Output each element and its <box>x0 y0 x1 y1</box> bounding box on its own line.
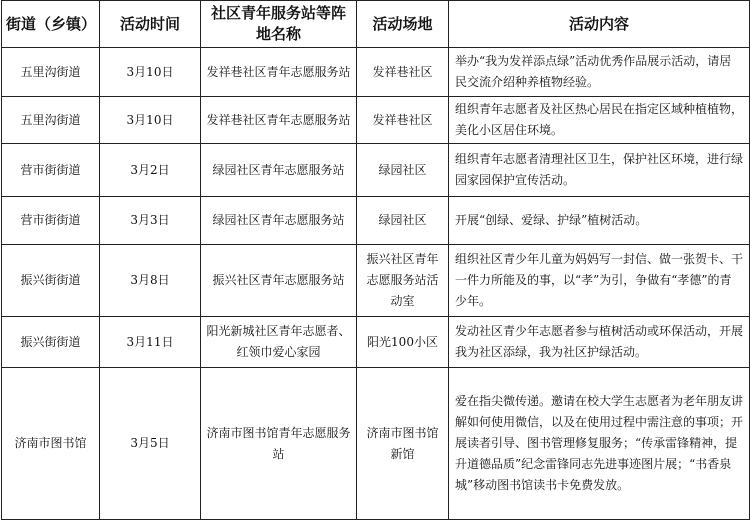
table-row <box>2 317 750 368</box>
table-row <box>2 368 750 520</box>
venue-cell: 发祥巷社区 <box>357 48 449 97</box>
venue-cell: 阳光100小区 <box>357 317 449 368</box>
time-cell: 3月10日 <box>100 48 201 97</box>
time-cell: 3月2日 <box>100 144 201 197</box>
venue-cell: 振兴社区青年志愿服务站活动室 <box>357 245 449 317</box>
street-cell: 五里沟街道 <box>2 97 100 144</box>
table-row <box>2 97 750 144</box>
table-row <box>2 144 750 197</box>
station-cell: 济南市图书馆青年志愿服务站 <box>201 368 357 520</box>
content-cell: 组织青年志愿者清理社区卫生，保护社区环境，进行绿园家园保护宣传活动。 <box>449 144 750 197</box>
station-cell: 振兴社区青年志愿服务站 <box>201 245 357 317</box>
table-row <box>2 197 750 245</box>
header-time: 活动时间 <box>100 1 201 48</box>
street-cell: 振兴街街道 <box>2 245 100 317</box>
time-cell: 3月8日 <box>100 245 201 317</box>
venue-cell: 绿园社区 <box>357 197 449 245</box>
header-station: 社区青年服务站等阵地名称 <box>201 1 357 48</box>
time-cell: 3月11日 <box>100 317 201 368</box>
venue-cell: 发祥巷社区 <box>357 97 449 144</box>
table-row <box>2 48 750 97</box>
time-cell: 3月3日 <box>100 197 201 245</box>
content-cell: 组织青年志愿者及社区热心居民在指定区域种植植物，美化小区居住环境。 <box>449 97 750 144</box>
station-cell: 阳光新城社区青年志愿者、红领巾爱心家园 <box>201 317 357 368</box>
content-cell: 发动社区青少年志愿者参与植树活动或环保活动，开展我为社区添绿，我为社区护绿活动。 <box>449 317 750 368</box>
street-cell: 振兴街街道 <box>2 317 100 368</box>
station-cell: 发祥巷社区青年志愿服务站 <box>201 48 357 97</box>
content-cell: 组织社区青少年儿童为妈妈写一封信、做一张贺卡、干一件力所能及的事，以“孝”为引，争做有“孝德”的青少年。 <box>449 245 750 317</box>
venue-cell: 绿园社区 <box>357 144 449 197</box>
street-cell: 五里沟街道 <box>2 48 100 97</box>
station-cell: 发祥巷社区青年志愿服务站 <box>201 97 357 144</box>
time-cell: 3月10日 <box>100 97 201 144</box>
station-cell: 绿园社区青年志愿服务站 <box>201 197 357 245</box>
street-cell: 营市街街道 <box>2 144 100 197</box>
header-row <box>2 1 750 48</box>
header-content: 活动内容 <box>449 1 750 48</box>
street-cell: 济南市图书馆 <box>2 368 100 520</box>
header-street: 街道（乡镇） <box>2 1 100 48</box>
activity-schedule-table <box>1 0 750 520</box>
content-cell: 爱在指尖微传递。邀请在校大学生志愿者为老年朋友讲解如何使用微信，以及在使用过程中需注意的事项；开展读者引导、图书管理修复服务；“传承雷锋精神，提升道德品质”纪念雷锋同志先进事迹图片展；“书香泉城”移动图书馆读书卡免费发放。 <box>449 368 750 520</box>
table-row <box>2 245 750 317</box>
content-cell: 举办“我为发祥添点绿”活动优秀作品展示活动，请居民交流介绍种养植物经验。 <box>449 48 750 97</box>
time-cell: 3月5日 <box>100 368 201 520</box>
street-cell: 营市街街道 <box>2 197 100 245</box>
venue-cell: 济南市图书馆新馆 <box>357 368 449 520</box>
content-cell: 开展“创绿、爱绿、护绿”植树活动。 <box>449 197 750 245</box>
station-cell: 绿园社区青年志愿服务站 <box>201 144 357 197</box>
header-venue: 活动场地 <box>357 1 449 48</box>
